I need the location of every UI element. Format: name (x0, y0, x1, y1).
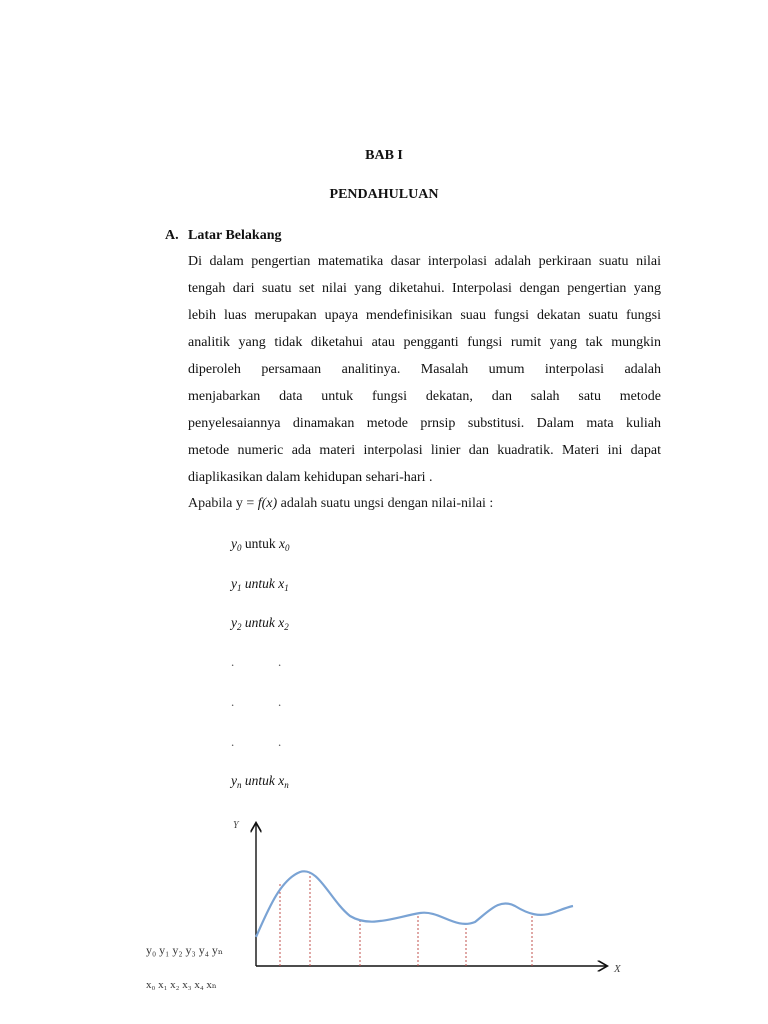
chapter-number: BAB I (365, 148, 403, 163)
y-axis-label: Y (233, 820, 239, 831)
ordinate-lines (280, 873, 532, 966)
ellipsis-dot: . (278, 734, 282, 749)
section-title: Latar Belakang (188, 228, 282, 243)
x-values-label: x₀ x₁ x₂ x₃ x₄ xₙ (146, 979, 217, 991)
paragraph-line: tengah dari suatu set nilai yang diketahui. Interpolasi dengan pengertian yang (188, 281, 661, 296)
function-name: f(x) (257, 496, 278, 511)
ellipsis-dot: . (231, 654, 235, 669)
value-row: $y_0$ untuk $x_0$ (231, 536, 290, 553)
value-row: $y_n$ untuk $x_n$ (231, 773, 289, 790)
value-row: $y_1$ untuk $x_1$ (231, 576, 289, 593)
ellipsis-dot: . (278, 694, 282, 709)
paragraph-line: penyelesaiannya dinamakan metode prnsip substitusi. Dalam mata kuliah (188, 416, 661, 431)
paragraph-line: analitik yang tidak diketahui atau pengganti fungsi rumit yang tak mungkin (188, 335, 661, 350)
paragraph-line: Di dalam pengertian matematika dasar interpolasi adalah perkiraan suatu nilai (188, 254, 661, 269)
ellipsis-dot: . (231, 734, 235, 749)
paragraph-line: lebih luas merupakan upaya mendefinisikan suau fungsi dekatan suatu fungsi (188, 308, 661, 323)
section-marker: A. (165, 228, 179, 243)
interpolation-curve (256, 871, 573, 937)
chapter-title: PENDAHULUAN (329, 187, 439, 202)
value-row: $y_2$ untuk $x_2$ (231, 615, 289, 632)
paragraph-line: metode numeric ada materi interpolasi linier dan kuadratik. Materi ini dapat (188, 443, 661, 458)
function-definition-line (188, 496, 493, 512)
paragraph-line: diaplikasikan dalam kehidupan sehari-hari . (188, 470, 433, 485)
function-suffix: adalah suatu ungsi dengan nilai-nilai : (277, 496, 494, 511)
paragraph-line: diperoleh persamaan analitinya. Masalah umum interpolasi adalah (188, 362, 661, 377)
background-paragraph (188, 253, 661, 496)
interpolation-graph (0, 810, 768, 1024)
y-values-label: y₀ y₁ y₂ y₃ y₄ yₙ (146, 943, 224, 957)
function-prefix: Apabila y = (188, 496, 258, 511)
ellipsis-dot: . (231, 694, 235, 709)
x-axis-label: X (614, 963, 621, 975)
ellipsis-dot: . (278, 654, 282, 669)
paragraph-line: menjabarkan data untuk fungsi dekatan, dan salah satu metode (188, 389, 661, 404)
